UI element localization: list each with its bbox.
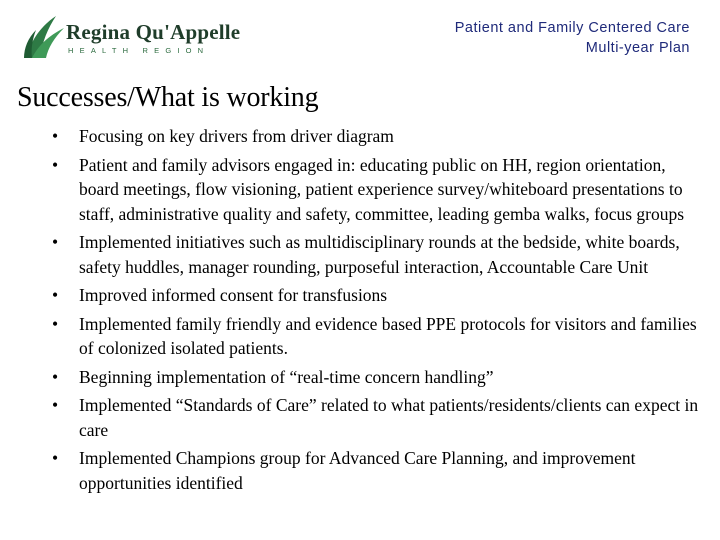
health-region-logo [22,14,241,60]
header-title [455,18,690,58]
logo-subtitle: HEALTH REGION [68,46,210,55]
header-title-line-1: Patient and Family Centered Care [454,20,690,36]
list-item [52,312,702,361]
bullet-icon: • [52,395,59,415]
list-item [52,365,702,390]
list-item-text: Implemented “Standards of Care” related to what patients/residents/clients can expect in care [79,395,699,440]
bullet-icon: • [52,285,59,305]
bullet-icon: • [52,232,59,252]
list-item [52,446,702,495]
list-item-text: Beginning implementation of “real-time concern handling” [79,366,494,387]
list-item [52,124,702,149]
list-item [52,230,702,279]
logo-name: Regina Qu'Appelle [66,20,241,44]
header-title-line-2: Multi-year Plan [585,40,690,56]
bullet-icon: • [52,366,59,387]
list-item [52,393,702,442]
list-item-text: Focusing on key drivers from driver diagram [79,126,394,146]
list-item-text: Implemented Champions group for Advanced Care Planning, and improvement opportunities identified [79,448,636,493]
list-item-text: Implemented initiatives such as multidisciplinary rounds at the bedside, white boards, safety huddles, manager rounding, purposeful interaction, Accountable Care Unit [79,232,680,277]
bullet-icon: • [52,126,59,146]
list-item [52,283,702,308]
leaf-logo-icon [22,14,66,60]
list-item-text: Patient and family advisors engaged in: educating public on HH, region orientation, board meetings, flow visioning, patient experience survey/whiteboard presentations to staff, administrative quality and safety, committee, leading gemba walks, focus groups [79,154,685,224]
list-item-text: Implemented family friendly and evidence based PPE protocols for visitors and families of colonized isolated patients. [79,313,697,358]
bullet-list [52,124,702,499]
section-title: Successes/What is working [17,82,319,113]
list-item-text: Improved informed consent for transfusions [79,285,388,305]
bullet-icon: • [52,154,59,175]
bullet-icon: • [52,313,59,334]
list-item [52,153,702,227]
bullet-icon: • [52,448,59,468]
